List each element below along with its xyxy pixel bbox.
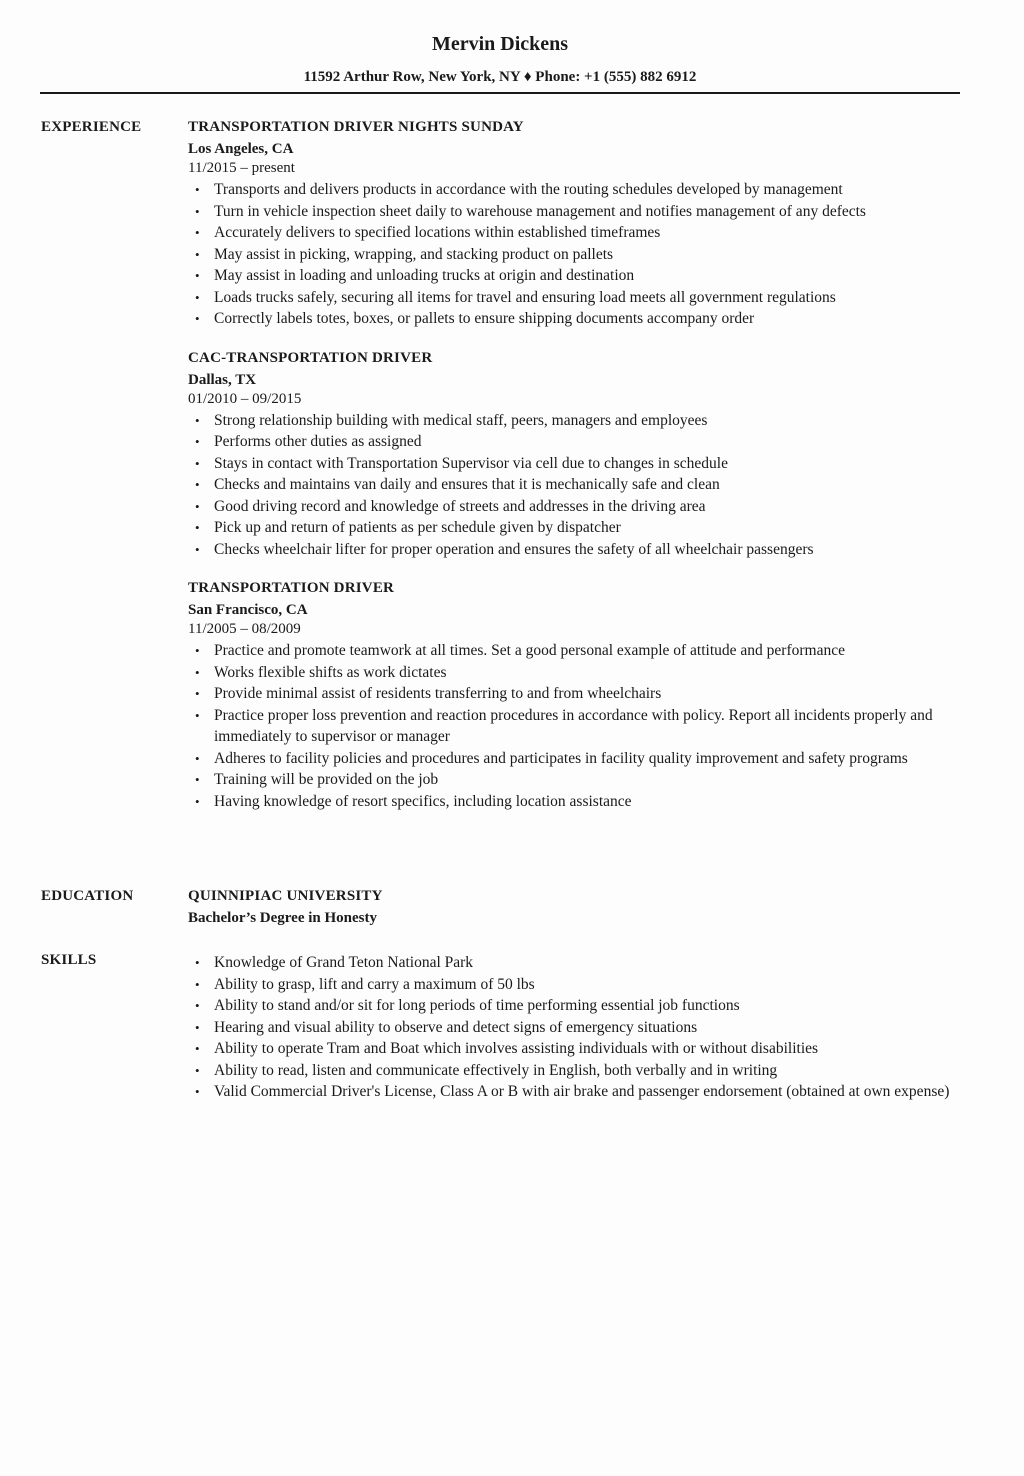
- duty-item: • Performs other duties as assigned: [188, 431, 958, 453]
- experience-body: [188, 117, 958, 830]
- job-dates: 11/2015 – present: [188, 160, 295, 176]
- duty-item: • Having knowledge of resort specifics, including location assistance: [188, 791, 958, 813]
- experience-heading: EXPERIENCE: [41, 119, 142, 135]
- resume-header: [40, 30, 960, 87]
- job-location: San Francisco, CA: [188, 602, 308, 618]
- duty-item: • Turn in vehicle inspection sheet daily to warehouse management and notifies management of any defects: [188, 201, 958, 223]
- job-title: TRANSPORTATION DRIVER: [188, 580, 395, 596]
- duty-item: • Stays in contact with Transportation Supervisor via cell due to changes in schedule: [188, 453, 958, 475]
- duty-item: • Pick up and return of patients as per schedule given by dispatcher: [188, 517, 958, 539]
- skills-body: [188, 950, 958, 1103]
- degree: Bachelor’s Degree in Honesty: [188, 910, 377, 926]
- skills-list: [188, 952, 958, 1103]
- job-entry: [188, 348, 958, 561]
- job-title: CAC-TRANSPORTATION DRIVER: [188, 349, 433, 366]
- duty-item: • Provide minimal assist of residents transferring to and from wheelchairs: [188, 683, 958, 705]
- duty-item: • Checks wheelchair lifter for proper operation and ensures the safety of all wheelchair passengers: [188, 539, 958, 561]
- duty-item: • Loads trucks safely, securing all items for travel and ensuring load meets all government regulations: [188, 287, 958, 309]
- candidate-name: Mervin Dickens: [431, 33, 569, 55]
- skills-heading: SKILLS: [41, 952, 97, 968]
- duty-item: • Works flexible shifts as work dictates: [188, 662, 958, 684]
- duty-item: • Strong relationship building with medical staff, peers, managers and employees: [188, 410, 958, 432]
- duty-item: • Accurately delivers to specified locations within established timeframes: [188, 222, 958, 244]
- contact-line: 11592 Arthur Row, New York, NY ♦ Phone: +1 (555) 882 6912: [303, 69, 697, 85]
- duty-item: • Checks and maintains van daily and ensures that it is mechanically safe and clean: [188, 474, 958, 496]
- skill-item: • Ability to read, listen and communicate effectively in English, both verbally and in writing: [188, 1060, 958, 1082]
- skill-item: • Hearing and visual ability to observe and detect signs of emergency situations: [188, 1017, 958, 1039]
- job-duties: [188, 179, 958, 330]
- job-location: Dallas, TX: [188, 371, 257, 388]
- duty-item: • May assist in loading and unloading trucks at origin and destination: [188, 265, 958, 287]
- job-duties: [188, 410, 958, 561]
- skill-item: • Knowledge of Grand Teton National Park: [188, 952, 958, 974]
- job-title: TRANSPORTATION DRIVER NIGHTS SUNDAY: [188, 119, 524, 135]
- duty-item: • Practice and promote teamwork at all times. Set a good personal example of attitude and performance: [188, 640, 958, 662]
- education-body: [188, 886, 958, 929]
- skill-item: • Ability to grasp, lift and carry a maximum of 50 lbs: [188, 974, 958, 996]
- duty-item: • Correctly labels totes, boxes, or pallets to ensure shipping documents accompany order: [188, 308, 958, 330]
- duty-item: • Adheres to facility policies and procedures and participates in facility quality improvement and safety programs: [188, 748, 958, 770]
- job-duties: [188, 640, 958, 812]
- job-entry: [188, 117, 958, 330]
- duty-item: • Transports and delivers products in accordance with the routing schedules developed by management: [188, 179, 958, 201]
- skill-item: • Ability to stand and/or sit for long periods of time performing essential job functions: [188, 995, 958, 1017]
- job-location: Los Angeles, CA: [188, 141, 294, 157]
- header-divider: [40, 92, 960, 94]
- job-entry: [188, 578, 958, 812]
- skill-item: • Valid Commercial Driver's License, Class A or B with air brake and passenger endorsement (obtained at own expense): [188, 1081, 958, 1103]
- duty-item: • Good driving record and knowledge of streets and addresses in the driving area: [188, 496, 958, 518]
- skill-item: • Ability to operate Tram and Boat which involves assisting individuals with or without disabilities: [188, 1038, 958, 1060]
- duty-item: • Practice proper loss prevention and reaction procedures in accordance with policy. Report all incidents properly and immediately to supervisor or manager: [188, 705, 958, 748]
- education-heading: EDUCATION: [41, 888, 134, 904]
- duty-item: • May assist in picking, wrapping, and stacking product on pallets: [188, 244, 958, 266]
- job-dates: 01/2010 – 09/2015: [188, 390, 302, 407]
- duty-item: • Training will be provided on the job: [188, 769, 958, 791]
- school-name: QUINNIPIAC UNIVERSITY: [188, 888, 383, 904]
- job-dates: 11/2005 – 08/2009: [188, 621, 301, 637]
